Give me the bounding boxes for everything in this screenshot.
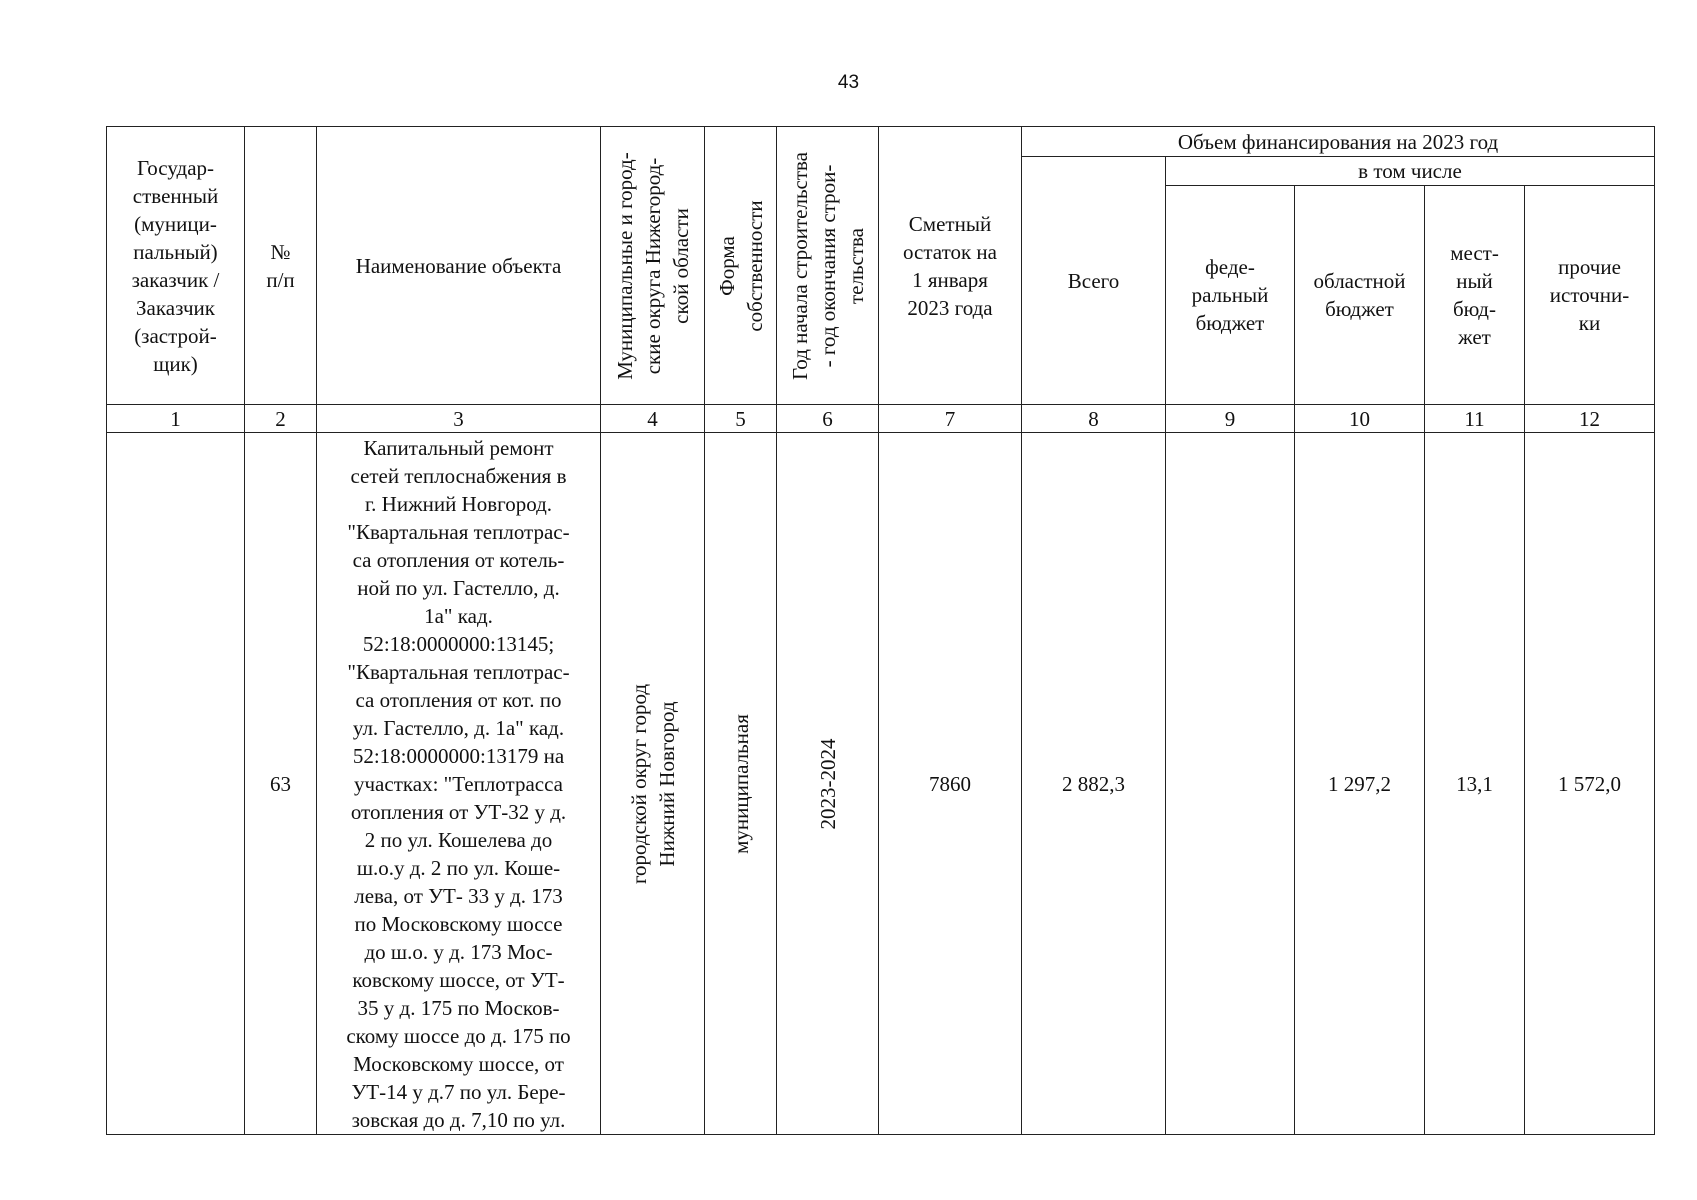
object-name-line: по Московскому шоссе <box>354 911 563 936</box>
table-row <box>107 433 1655 1135</box>
object-name-line: ул. Гастелло, д. 1а" кад. <box>352 715 565 740</box>
column-number: 12 <box>1525 405 1655 433</box>
column-number: 3 <box>317 405 601 433</box>
cell-ownership: муниципальная <box>705 433 777 1135</box>
cell-row-no: 63 <box>245 433 317 1135</box>
column-number: 10 <box>1295 405 1425 433</box>
header-federal: феде- ральный бюджет <box>1166 186 1295 405</box>
header-object-name: Наименование объекта <box>317 127 601 405</box>
object-name-line: "Квартальная теплотрас- <box>347 659 570 684</box>
cell-local: 13,1 <box>1425 433 1525 1135</box>
object-name-line: ковскому шоссе, от УТ- <box>352 967 565 992</box>
header-including: в том числе <box>1166 157 1655 186</box>
object-name-line: 1а" кад. <box>424 603 493 628</box>
column-numbers-row <box>107 405 1655 433</box>
column-number: 6 <box>777 405 879 433</box>
column-number: 9 <box>1166 405 1295 433</box>
object-name-line: г. Нижний Новгород. <box>364 491 553 516</box>
object-name-line: сетей теплоснабжения в <box>350 463 567 488</box>
header-funding-group: Объем финансирования на 2023 год <box>1022 127 1655 157</box>
header-total: Всего <box>1022 157 1166 405</box>
object-name-line: "Квартальная теплотрас- <box>347 519 570 544</box>
header-regional: областной бюджет <box>1295 186 1425 405</box>
page-number: 43 <box>837 72 860 93</box>
investment-table <box>106 126 1655 1135</box>
column-number: 8 <box>1022 405 1166 433</box>
header-local: мест- ный бюд- жет <box>1425 186 1525 405</box>
column-number: 2 <box>245 405 317 433</box>
header-customer: Государ- ственный (муници- пальный) заказчик / Заказчик (застрой- щик) <box>107 127 245 405</box>
object-name-line: 2 по ул. Кошелева до <box>364 827 553 852</box>
object-name-line: ной по ул. Гастелло, д. <box>357 575 560 600</box>
object-name-line: 52:18:0000000:13145; <box>362 631 555 656</box>
header-ownership: Форма собственности <box>705 127 777 405</box>
object-name-line: Московскому шоссе, от <box>353 1051 564 1076</box>
cell-other: 1 572,0 <box>1525 433 1655 1135</box>
header-row-no: № п/п <box>245 127 317 405</box>
column-number: 4 <box>601 405 705 433</box>
object-name-line: 35 у д. 175 по Москов- <box>357 995 560 1020</box>
object-name-line: отопления от УТ-32 у д. <box>350 799 567 824</box>
object-name-line: зовская до д. 7,10 по ул. <box>351 1107 566 1132</box>
object-name-line: ш.о.у д. 2 по ул. Коше- <box>356 855 561 880</box>
header-municipality: Муниципальные и город- ские округа Нижегород- ской области <box>601 127 705 405</box>
column-number: 5 <box>705 405 777 433</box>
cell-estimated-balance: 7860 <box>879 433 1022 1135</box>
cell-municipality: городской округ город Нижний Новгород <box>601 433 705 1135</box>
object-name-line: са отопления от кот. по <box>355 687 562 712</box>
cell-federal <box>1166 433 1295 1135</box>
object-name-text <box>317 434 600 1134</box>
header-other: прочие источни- ки <box>1525 186 1655 405</box>
cell-object-name <box>317 433 601 1135</box>
object-name-line: 52:18:0000000:13179 на <box>352 743 565 768</box>
cell-regional: 1 297,2 <box>1295 433 1425 1135</box>
header-estimated-balance: Сметный остаток на 1 января 2023 года <box>879 127 1022 405</box>
object-name-line: Капитальный ремонт <box>363 435 554 460</box>
column-number: 11 <box>1425 405 1525 433</box>
object-name-line: УТ-14 у д.7 по ул. Бере- <box>351 1079 566 1104</box>
cell-customer <box>107 433 245 1135</box>
object-name-line: са отопления от котель- <box>352 547 565 572</box>
object-name-line: участках: "Теплотрасса <box>353 771 563 796</box>
object-name-line: скому шоссе до д. 175 по <box>346 1023 571 1048</box>
header-years: Год начала строительства - год окончания строи- тельства <box>777 127 879 405</box>
object-name-line: до ш.о. у д. 173 Мос- <box>364 939 553 964</box>
cell-total: 2 882,3 <box>1022 433 1166 1135</box>
object-name-line: лева, от УТ- 33 у д. 173 <box>354 883 563 908</box>
column-number: 1 <box>107 405 245 433</box>
cell-years: 2023-2024 <box>777 433 879 1135</box>
column-number: 7 <box>879 405 1022 433</box>
